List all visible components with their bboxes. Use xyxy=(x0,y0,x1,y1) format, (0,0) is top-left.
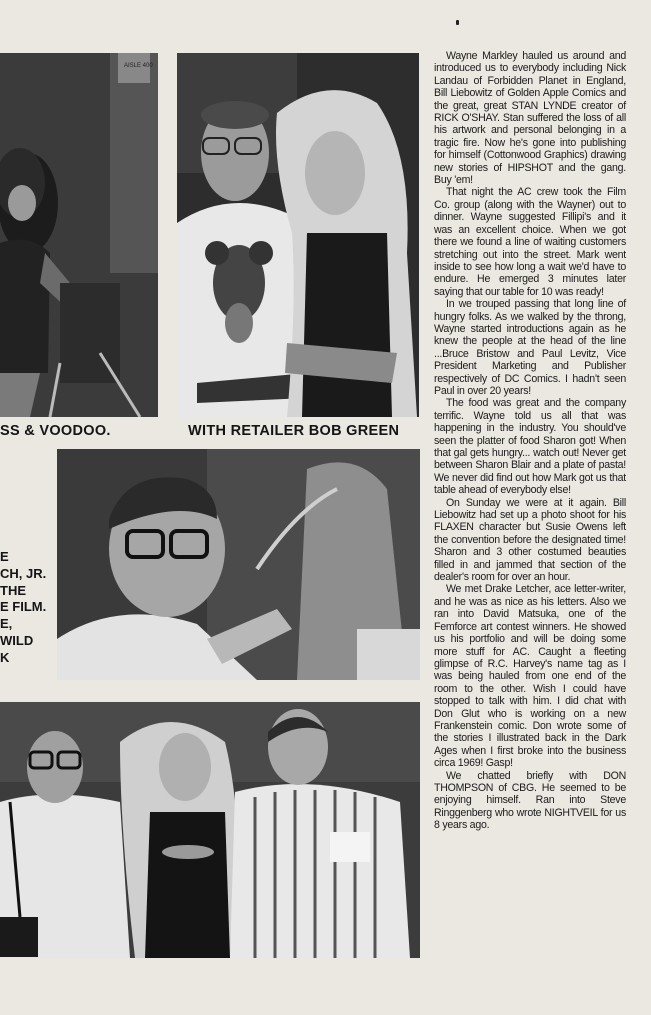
article-paragraph: We met Drake Letcher, ace letter-writer, and he was as nice as his letters. Also we ran into David Matsuka, one of the Femforce art contest winners. He showed us his portfolio and will be doing some more stuff for AC. Caught a fleeting glimpse of R.C. Harvey's name tag as I was being hauled from one end of the room to the other. Wish I could have stopped to talk with him. I did chat with Don Glut who is working on a new Frankenstein comic. Don wrote some of the stories I illustrated back in the Dark Ages when I first broke into the business circa 1969! Gasp! xyxy=(434,583,626,770)
side-caption-line: E xyxy=(0,549,9,564)
photo-top-right xyxy=(177,53,419,417)
photo-top-right-image xyxy=(177,53,419,417)
side-caption-line: CH, JR. xyxy=(0,565,47,581)
caption-top-left: SS & VOODOO. xyxy=(0,423,111,439)
sign-text: AISLE 400 xyxy=(124,63,153,69)
side-caption-line: THE xyxy=(0,582,26,598)
article-column xyxy=(434,50,626,832)
article-paragraph: Wayne Markley hauled us around and introduced us to everybody including Nick Landau of Forbidden Planet in England, Bill Liebowitz of Golden Apple Comics and the great, great STAN LYNDE creator of RICK O'SHAY. Stan suffered the loss of all his artwork and personal belonging in a tragic fire. Now he's gone into publishing for himself (Cottonwood Graphics) drawing new stories of HIPSHOT and the gang. Buy 'em! xyxy=(434,50,626,187)
article-paragraph: The food was great and the company terrific. Wayne told us all that was happening in the industry. You should've seen the platter of food Sharon got! When that gal gets hungry... watch out! Never get between Sharon Blair and a plate of pasta! We never did find out how Mark got us that table ahead of everybody else! xyxy=(434,397,626,497)
photo-top-left xyxy=(0,53,158,417)
photo-top-left-image xyxy=(0,53,158,417)
page-mark xyxy=(456,20,459,25)
article-paragraph: That night the AC crew took the Film Co. group (along with the Wayner) out to dinner. Wayne suggested Fillipi's and it was an excellent choice. When we got there we found a line of waiting customers stretching out into the street. Mark went inside to see how long a wait we'd have to endure. He emerged 3 minutes later saying that our table for 10 was ready! xyxy=(434,186,626,298)
article-paragraph: In we trouped passing that long line of hungry folks. As we walked by the throng, Wayne started introductions again as he knew the people at the head of the line ...Bruce Bristow and Paul Levitz, Vice President Marketing and Publisher respectively of DC Comics. I hadn't seen Paul in over 20 years! xyxy=(434,298,626,397)
photo-middle-image xyxy=(57,449,420,680)
side-caption-line: K xyxy=(0,649,10,665)
article-paragraph: We chatted briefly with DON THOMPSON of CBG. He seemed to be enjoying himself. Ran into Steve Ringgenberg who wrote NIGHTVEIL for us 8 years ago. xyxy=(434,769,626,832)
photo-bottom xyxy=(0,702,420,958)
side-caption xyxy=(0,549,58,667)
side-caption-line: E, xyxy=(0,616,13,632)
side-caption-line: E FILM. xyxy=(0,599,47,615)
photo-middle xyxy=(57,449,420,680)
side-caption-line: WILD xyxy=(0,632,34,648)
photo-bottom-image xyxy=(0,702,420,958)
caption-top-right: WITH RETAILER BOB GREEN xyxy=(188,423,400,439)
article-paragraph: On Sunday we were at it again. Bill Liebowitz had set up a photo shoot for his FLAXEN character but Susie Owens left the convention before the designated time! Sharon and 3 other costumed beauties filled in and jammed that section of the dealer's room for over an hour. xyxy=(434,496,626,584)
